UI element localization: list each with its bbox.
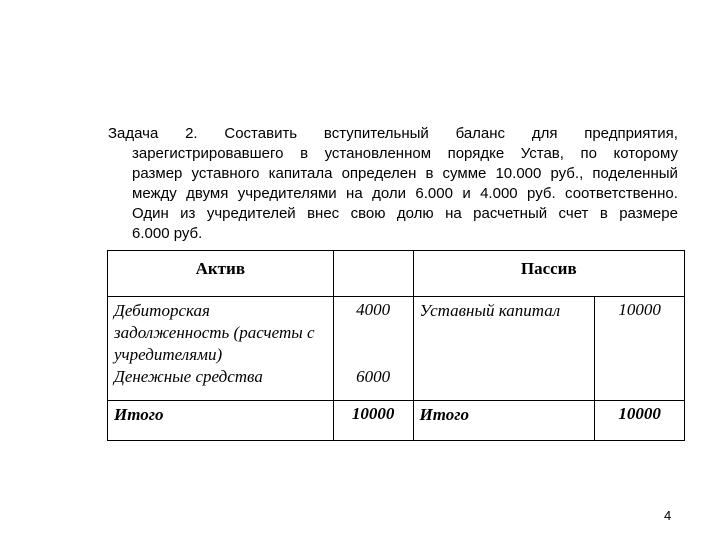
asset-debit-label: Дебиторская задолженность (расчеты с учредителями): [114, 301, 315, 364]
task-word: сумме: [442, 165, 487, 182]
task-line-5: [108, 204, 678, 224]
balance-table: [107, 250, 685, 441]
task-word: 2.: [185, 125, 198, 142]
task-word: в: [425, 165, 434, 182]
task-word: Задача: [108, 125, 159, 142]
task-word: свою: [350, 205, 386, 222]
total-left-amount: 10000: [333, 401, 413, 441]
total-right-label: Итого: [419, 405, 469, 424]
task-line-3: [108, 164, 678, 184]
task-word: уставного: [191, 165, 260, 182]
task-word: вступительный: [323, 125, 429, 142]
liabilities-items-cell: [413, 297, 595, 401]
task-word: учредителей: [206, 205, 296, 222]
liability-capital-amount: 10000: [595, 297, 685, 401]
task-word: капитала: [268, 165, 333, 182]
task-word: из: [180, 205, 196, 222]
total-left-label: Итого: [114, 405, 164, 424]
asset-cash-amount: 6000: [356, 367, 391, 386]
table-header-row: [108, 251, 685, 297]
header-liabilities: Пассив: [413, 251, 685, 297]
total-right-label-cell: [413, 401, 595, 441]
task-word: по: [580, 145, 597, 162]
task-statement: [108, 124, 678, 244]
task-word: внес: [307, 205, 340, 222]
task-word: двумя: [186, 185, 229, 202]
task-word: на: [445, 205, 462, 222]
task-word: предприятия,: [584, 125, 678, 142]
task-word: доли: [372, 185, 406, 202]
task-word: соответственно.: [565, 185, 678, 202]
task-word: счет: [558, 205, 589, 222]
task-word: Устав,: [520, 145, 564, 162]
task-word: расчетный: [473, 205, 548, 222]
task-word: и: [462, 185, 471, 202]
task-word: 6.000 руб.: [132, 225, 203, 242]
assets-items-cell: [108, 297, 334, 401]
task-word: определен: [341, 165, 417, 182]
task-word: на: [346, 185, 363, 202]
header-assets: Актив: [108, 251, 334, 297]
task-word: учредителями: [237, 185, 337, 202]
asset-cash-label: Денежные средства: [114, 367, 263, 386]
task-word: в: [300, 145, 309, 162]
task-word: 4.000: [480, 185, 518, 202]
task-word: Один: [132, 205, 169, 222]
task-word: размер: [132, 165, 183, 182]
task-word: для: [531, 125, 558, 142]
task-word: Составить: [224, 125, 298, 142]
task-word: в: [599, 205, 608, 222]
task-word: порядке: [447, 145, 505, 162]
table-total-row: [108, 401, 685, 441]
task-word: руб.: [527, 185, 556, 202]
task-line-6: [108, 224, 678, 244]
task-word: между: [132, 185, 177, 202]
task-word: зарегистрировавшего: [132, 145, 284, 162]
task-line-1: [108, 124, 678, 144]
task-word: баланс: [455, 125, 506, 142]
task-word: руб.,: [550, 165, 584, 182]
liability-capital-label: Уставный капитал: [419, 301, 561, 320]
asset-debit-amount: 4000: [356, 300, 391, 319]
task-word: размере: [619, 205, 678, 222]
task-word: которому: [613, 145, 678, 162]
assets-amounts-cell: [333, 297, 413, 401]
total-right-amount: 10000: [595, 401, 685, 441]
header-assets-amount: [333, 251, 413, 297]
task-line-4: [108, 184, 678, 204]
task-word: долю: [396, 205, 434, 222]
task-word: 10.000: [495, 165, 542, 182]
total-left-label-cell: [108, 401, 334, 441]
table-row: [108, 297, 685, 401]
task-word: 6.000: [415, 185, 453, 202]
task-line-2: [108, 144, 678, 164]
task-word: установленном: [324, 145, 432, 162]
page-number: 4: [664, 508, 672, 523]
task-word: поделенный: [592, 165, 678, 182]
